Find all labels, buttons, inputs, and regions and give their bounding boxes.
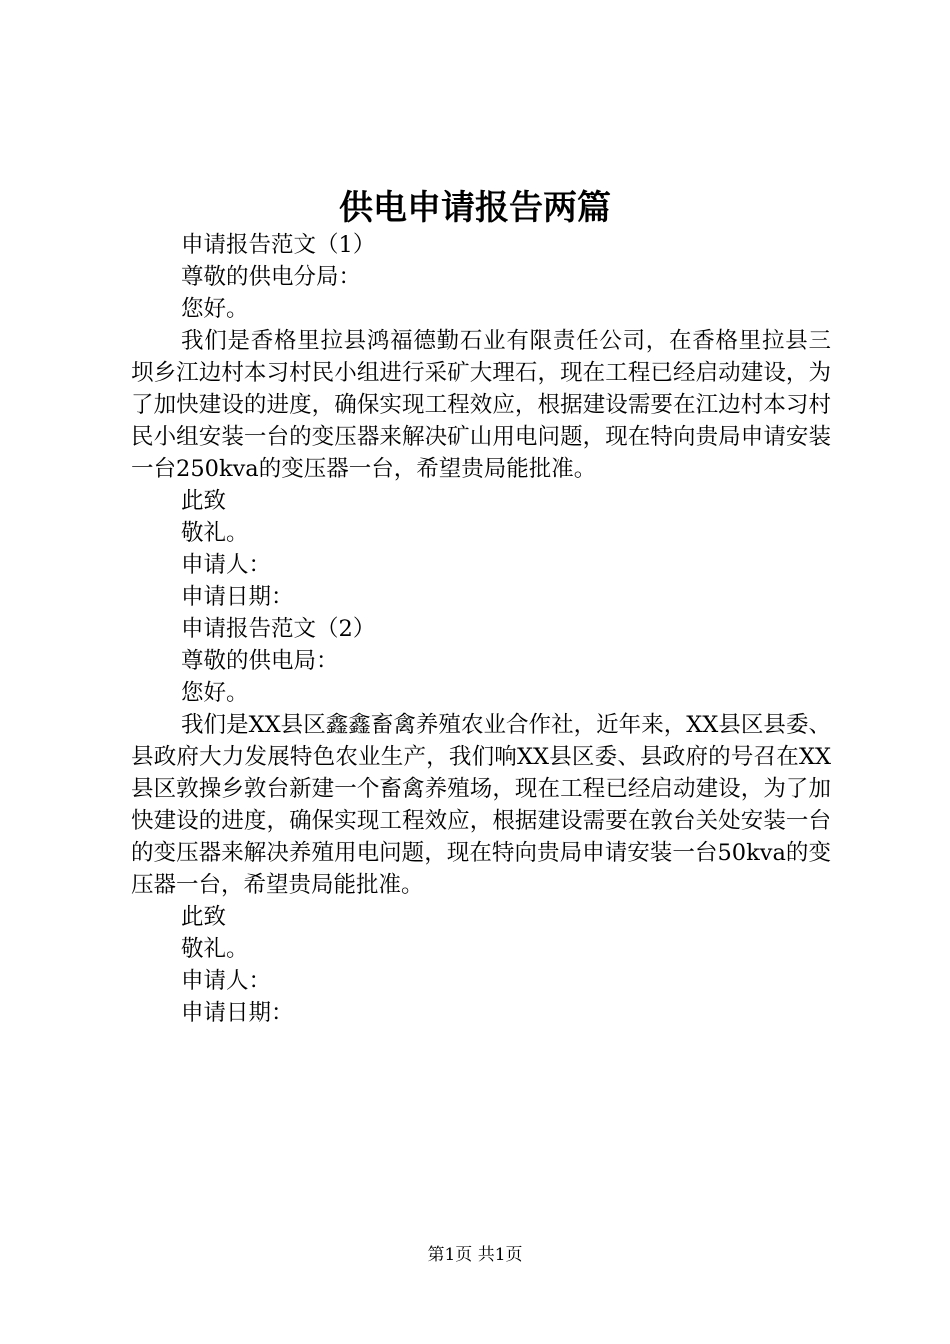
- section-heading: 申请报告范文（1）: [181, 232, 376, 258]
- salutation: 尊敬的供电局：: [181, 648, 339, 674]
- section-2: [131, 613, 831, 1029]
- page-footer: 第1页 共1页: [427, 1245, 523, 1265]
- closing-line: 此致: [181, 904, 227, 930]
- date-line: 申请日期：: [181, 1000, 294, 1026]
- section-heading: 申请报告范文（2）: [181, 616, 376, 642]
- greeting: 您好。: [181, 680, 249, 706]
- document-title: 供电申请报告两篇: [339, 188, 611, 228]
- section-1: [131, 229, 831, 613]
- closing-regards: 敬礼。: [181, 520, 249, 546]
- body-paragraph: 我们是香格里拉县鸿福德勤石业有限责任公司，在香格里拉县三坝乡江边村本习村民小组进行采矿大理石，现在工程已经启动建设，为了加快建设的进度，确保实现工程效应，根据建设需要在江边村本习村民小组安装一台的变压器来解决矿山用电问题，现在特向贵局申请安装一台250kva的变压器一台，希望贵局能批准。: [131, 328, 831, 482]
- closing-line: 此致: [181, 488, 227, 514]
- applicant-line: 申请人：: [181, 552, 272, 578]
- document-body: [131, 229, 831, 1029]
- salutation: 尊敬的供电分局：: [181, 264, 362, 290]
- closing-regards: 敬礼。: [181, 936, 249, 962]
- date-line: 申请日期：: [181, 584, 294, 610]
- applicant-line: 申请人：: [181, 968, 272, 994]
- body-paragraph: 我们是XX县区鑫鑫畜禽养殖农业合作社，近年来，XX县区县委、县政府大力发展特色农业生产，我们响XX县区委、县政府的号召在XX县区敦操乡敦台新建一个畜禽养殖场，现在工程已经启动建设，为了加快建设的进度，确保实现工程效应，根据建设需要在敦台关处安装一台的变压器来解决养殖用电问题，现在特向贵局申请安装一台50kva的变压器一台，希望贵局能批准。: [131, 712, 831, 898]
- greeting: 您好。: [181, 296, 249, 322]
